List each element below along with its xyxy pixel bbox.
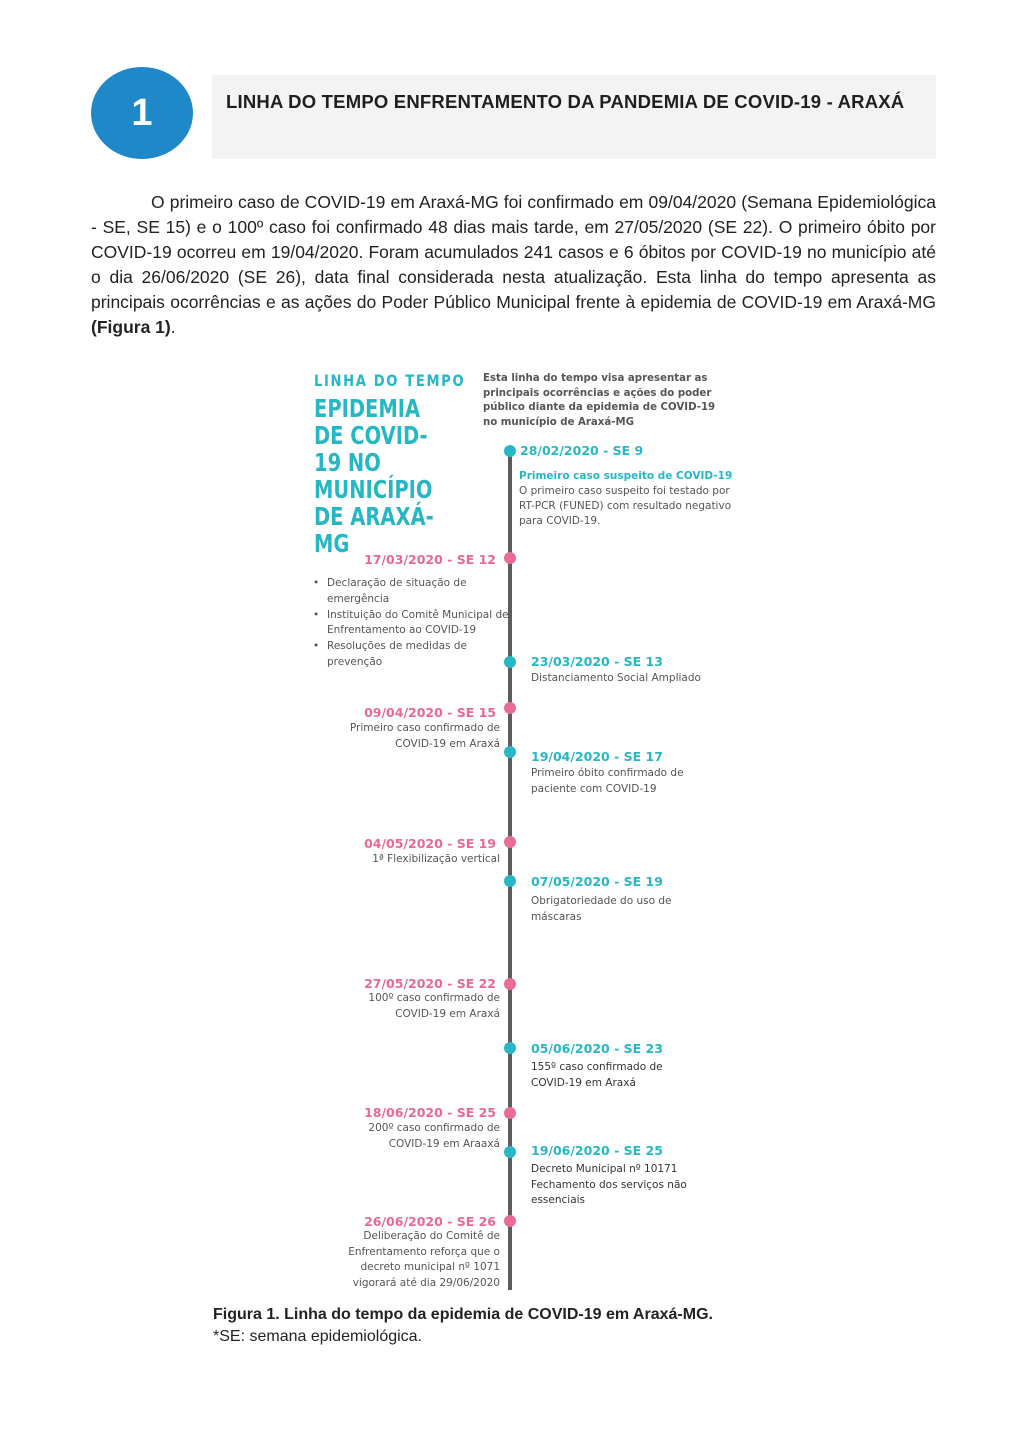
section-title: LINHA DO TEMPO ENFRENTAMENTO DA PANDEMIA DE COVID-19 - ARAXÁ xyxy=(226,91,905,112)
timeline-dot xyxy=(504,836,516,848)
section-title-box xyxy=(212,75,936,159)
timeline-dot xyxy=(504,1146,516,1158)
event-text: Primeiro óbito confirmado de paciente com COVID-19 xyxy=(531,767,684,795)
timeline-dot xyxy=(504,702,516,714)
intro-end: . xyxy=(170,317,176,337)
event-headline: Primeiro caso suspeito de COVID-19 xyxy=(519,470,733,482)
event-detail xyxy=(519,469,734,529)
list-item: • Declaração de situação de emergência xyxy=(313,576,513,608)
event-date: 07/05/2020 - SE 19 xyxy=(531,874,663,889)
timeline-dot xyxy=(504,1042,516,1054)
event-text: Deliberação do Comitê de Enfrentamento reforça que o decreto municipal nº 1071 vigorará até dia 29/06/2020 xyxy=(348,1230,500,1289)
list-item: • Instituição do Comitê Municipal de Enfrentamento ao COVID-19 xyxy=(313,608,513,640)
timeline-description: Esta linha do tempo visa apresentar as principais ocorrências e ações do poder público diante da epidemia de COVID-19 no município de Araxá-MG xyxy=(483,373,716,428)
figure-caption: Figura 1. Linha do tempo da epidemia de COVID-19 em Araxá-MG. xyxy=(213,1306,713,1323)
event-date: 23/03/2020 - SE 13 xyxy=(531,654,663,669)
event-text: O primeiro caso suspeito foi testado por RT-PCR (FUNED) com resultado negativo para COVID-19. xyxy=(519,485,732,527)
section-number-badge: 1 xyxy=(91,67,193,159)
event-text: 100º caso confirmado de COVID-19 em Araxá xyxy=(368,992,500,1020)
intro-text: O primeiro caso de COVID-19 em Araxá-MG foi confirmado em 09/04/2020 (Semana Epidemiológica - SE, SE 15) e o 100º caso foi confirmado 48 dias mais tarde, em 27/05/2020 (SE 22). O primeiro óbito por COVID-19 ocorreu em 19/04/2020. Foram acumulados 241 casos e 6 óbitos por COVID-19 no município até o dia 26/06/2020 (SE 26), data final considerada nesta atualização. Esta linha do tempo apresenta as principais ocorrências e as ações do Poder Público Municipal frente à epidemia de COVID-19 em Araxá-MG xyxy=(91,192,936,312)
intro-paragraph xyxy=(91,190,936,340)
timeline-title: EPIDEMIA DE COVID-19 NO MUNICÍPIO DE ARAXÁ-MG xyxy=(314,394,434,558)
list-item: • Resoluções de medidas de prevenção xyxy=(313,639,513,671)
timeline-dot xyxy=(504,1215,516,1227)
event-text: Primeiro caso confirmado de COVID-19 em Araxá xyxy=(349,722,500,750)
event-date: 17/03/2020 - SE 12 xyxy=(364,552,496,567)
event-text: Obrigatoriedade do uso de máscaras xyxy=(531,895,672,923)
event-text: Distanciamento Social Ampliado xyxy=(531,672,701,684)
timeline-dot xyxy=(504,656,516,668)
timeline-dot xyxy=(504,978,516,990)
figure-note: *SE: semana epidemiológica. xyxy=(213,1328,423,1345)
event-date: 19/04/2020 - SE 17 xyxy=(531,749,663,764)
timeline-dot xyxy=(504,552,516,564)
event-text: 200º caso confirmado de COVID-19 em Araaxá xyxy=(368,1122,500,1150)
event-bullet-list xyxy=(313,576,513,671)
timeline-kicker: LINHA DO TEMPO xyxy=(314,371,466,390)
event-text: 155º caso confirmado de COVID-19 em Araxá xyxy=(531,1061,663,1089)
event-date: 28/02/2020 - SE 9 xyxy=(520,443,644,458)
event-date: 26/06/2020 - SE 26 xyxy=(364,1214,496,1229)
event-date: 19/06/2020 - SE 25 xyxy=(531,1143,663,1158)
timeline-dot xyxy=(504,445,516,457)
timeline-dot xyxy=(504,1107,516,1119)
event-text: 1ª Flexibilização vertical xyxy=(372,853,500,865)
figure-reference: (Figura 1) xyxy=(91,317,171,337)
event-date: 04/05/2020 - SE 19 xyxy=(364,836,496,851)
event-date: 18/06/2020 - SE 25 xyxy=(364,1105,496,1120)
event-date: 05/06/2020 - SE 23 xyxy=(531,1041,663,1056)
timeline-dot xyxy=(504,875,516,887)
event-date: 27/05/2020 - SE 22 xyxy=(364,976,496,991)
event-date: 09/04/2020 - SE 15 xyxy=(364,705,496,720)
event-text: Decreto Municipal nº 10171 Fechamento dos serviços não essenciais xyxy=(531,1163,687,1206)
timeline-dot xyxy=(504,746,516,758)
